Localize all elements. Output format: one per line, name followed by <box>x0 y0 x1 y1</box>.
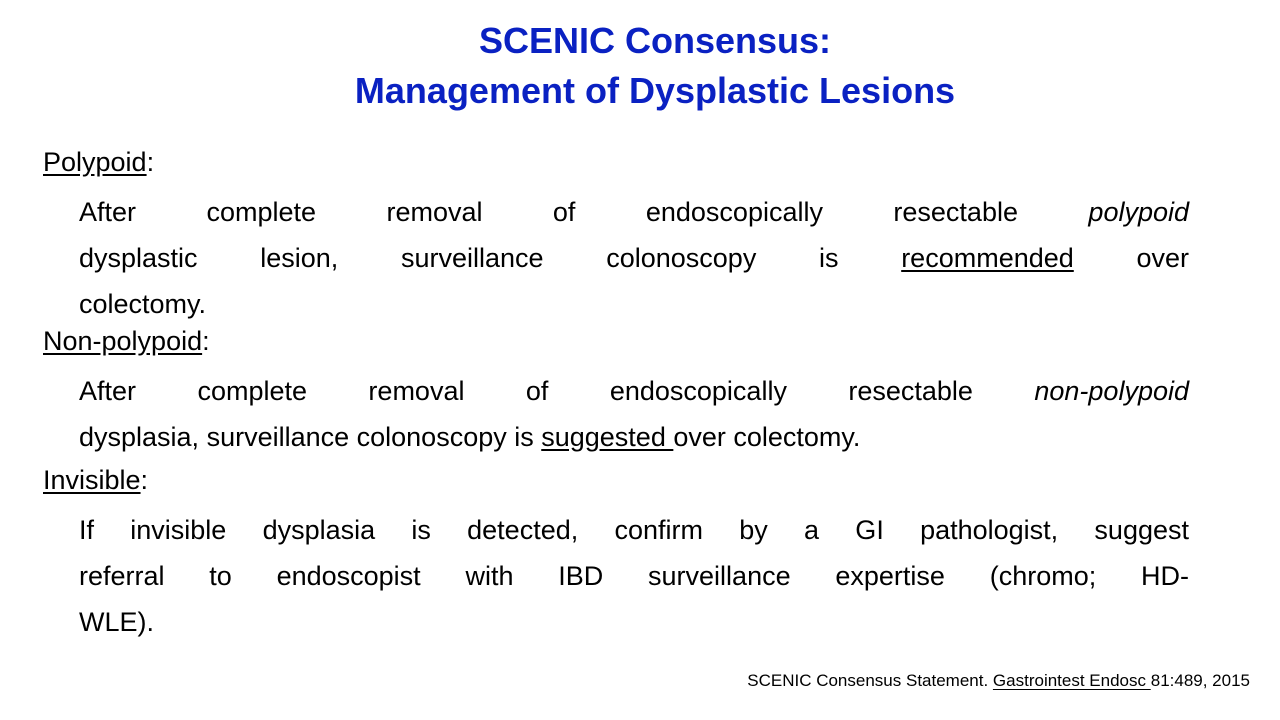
text-run: After complete removal of endoscopically resectable <box>79 376 1035 406</box>
title-line-1: SCENIC Consensus: <box>478 20 832 61</box>
body-line <box>79 414 1189 460</box>
text-run: dysplastic lesion, surveillance colonoscopy is <box>79 243 902 273</box>
text-run: over colectomy. <box>673 422 861 452</box>
underlined-suggested: suggested <box>541 422 674 452</box>
section-heading-invisible <box>43 464 148 496</box>
section-body-non-polypoid <box>79 368 1189 460</box>
heading-text: Non-polypoid <box>43 326 203 356</box>
body-line <box>79 235 1189 281</box>
citation-prefix: SCENIC Consensus Statement. <box>747 671 993 690</box>
text-run: WLE). <box>79 607 155 637</box>
citation-suffix: 81:489, 2015 <box>1150 671 1250 690</box>
title-line-2: Management of Dysplastic Lesions <box>354 70 956 111</box>
emphasis-polypoid: polypoid <box>1088 197 1189 227</box>
text-run: dysplasia, surveillance colonoscopy is <box>79 422 542 452</box>
body-line <box>79 189 1189 235</box>
text-run: If invisible dysplasia is detected, confirm by a GI pathologist, suggest <box>79 515 1189 545</box>
citation-journal: Gastrointest Endosc <box>992 671 1151 690</box>
heading-text: Polypoid <box>43 147 147 177</box>
body-line <box>79 553 1189 599</box>
body-line <box>79 281 1189 327</box>
heading-text: Invisible <box>43 465 141 495</box>
text-run: After complete removal of endoscopically resectable <box>79 197 1089 227</box>
body-line <box>79 507 1189 553</box>
underlined-recommended: recommended <box>901 243 1074 273</box>
text-run: over <box>1073 243 1189 273</box>
emphasis-non-polypoid: non-polypoid <box>1034 376 1189 406</box>
heading-colon: : <box>202 326 210 356</box>
heading-colon: : <box>146 147 155 177</box>
section-heading-polypoid <box>43 146 154 178</box>
section-body-invisible <box>79 507 1189 645</box>
citation <box>747 669 1250 693</box>
section-heading-non-polypoid <box>43 325 210 357</box>
slide-title <box>0 16 1280 116</box>
text-run: colectomy. <box>79 289 207 319</box>
heading-colon: : <box>140 465 149 495</box>
text-run: referral to endoscopist with IBD surveillance expertise (chromo; HD- <box>79 561 1189 591</box>
body-line <box>79 368 1189 414</box>
section-body-polypoid <box>79 189 1189 327</box>
body-line <box>79 599 1189 645</box>
